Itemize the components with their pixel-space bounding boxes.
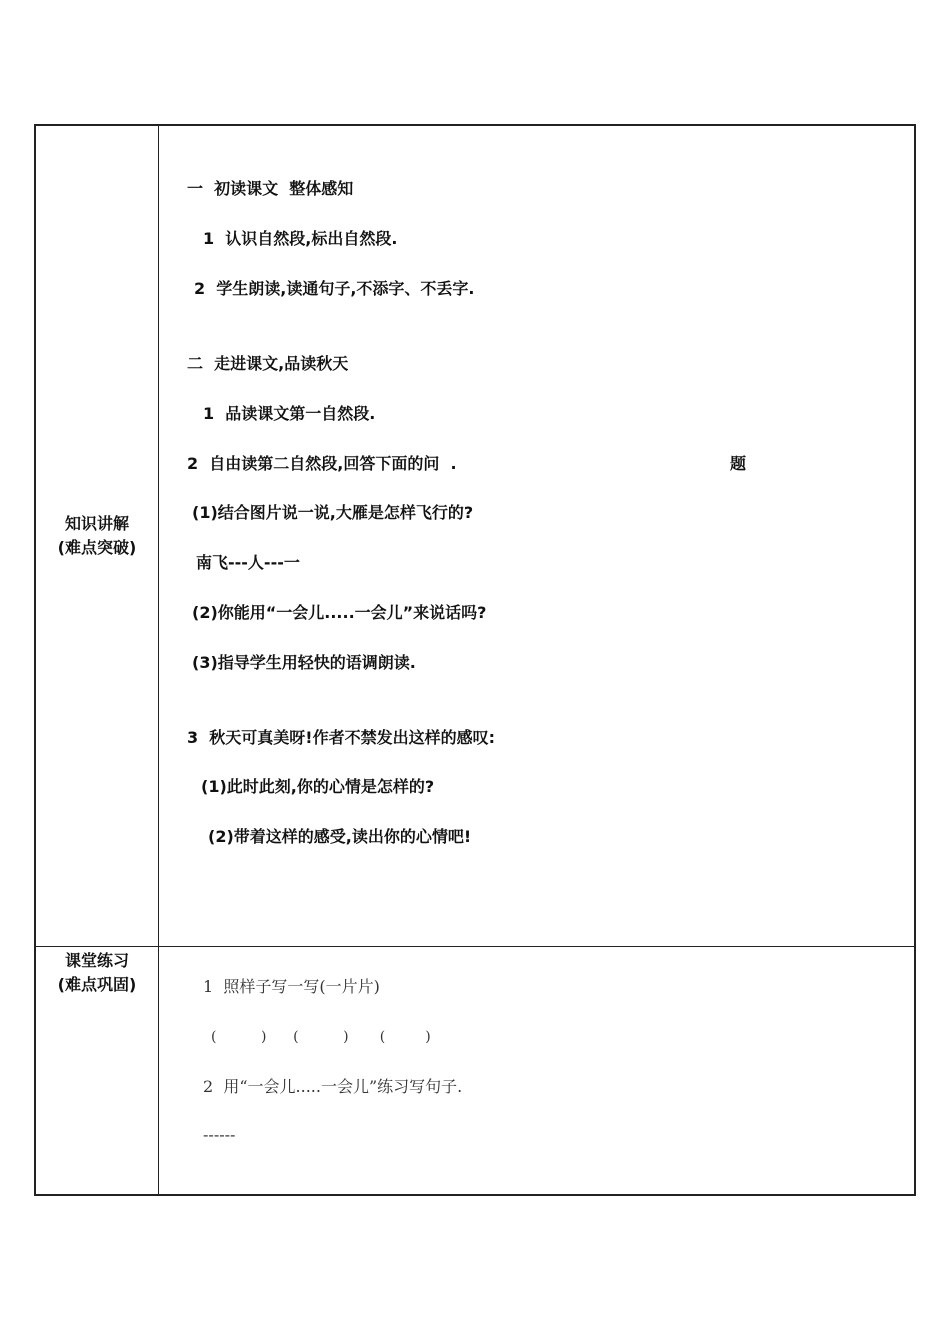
- column-divider: [158, 126, 159, 1194]
- row-divider: [36, 946, 914, 947]
- knowledge-label-subtitle: (难点突破): [57, 538, 137, 557]
- knowledge-line: 2 学生朗读,读通句子,不添字、不丢字.: [194, 279, 475, 298]
- knowledge-line: (1)此时此刻,你的心情是怎样的?: [201, 777, 435, 796]
- knowledge-line: (3)指导学生用轻快的语调朗读.: [192, 653, 416, 672]
- knowledge-line: 3 秋天可真美呀!作者不禁发出这样的感叹:: [187, 728, 495, 747]
- practice-line: 1 照样子写一写(一片片): [203, 977, 380, 996]
- knowledge-line: 1 品读课文第一自然段.: [203, 404, 376, 423]
- lesson-table: [34, 124, 916, 1196]
- knowledge-line: 1 认识自然段,标出自然段.: [203, 229, 398, 248]
- knowledge-line: 南飞---人---一: [196, 553, 300, 572]
- knowledge-line-wrap: 题: [730, 454, 747, 473]
- practice-answer-line: ------: [203, 1125, 236, 1144]
- knowledge-line: (1)结合图片说一说,大雁是怎样飞行的?: [192, 503, 474, 522]
- section-heading-1: 一 初读课文 整体感知: [187, 179, 354, 198]
- knowledge-line: (2)你能用“一会儿.....一会儿”来说话吗?: [192, 603, 487, 622]
- practice-label-title: 课堂练习: [64, 951, 129, 970]
- practice-line: 2 用“一会儿.....一会儿”练习写句子.: [203, 1077, 463, 1096]
- practice-blanks: ( ) ( ) ( ): [211, 1029, 431, 1045]
- knowledge-line: 2 自由读第二自然段,回答下面的问 .: [187, 454, 457, 473]
- section-heading-2: 二 走进课文,品读秋天: [187, 354, 349, 373]
- practice-label: [36, 949, 158, 997]
- practice-label-subtitle: (难点巩固): [57, 975, 137, 994]
- knowledge-label: [36, 512, 158, 560]
- knowledge-line: (2)带着这样的感受,读出你的心情吧!: [208, 827, 472, 846]
- knowledge-label-title: 知识讲解: [64, 514, 129, 533]
